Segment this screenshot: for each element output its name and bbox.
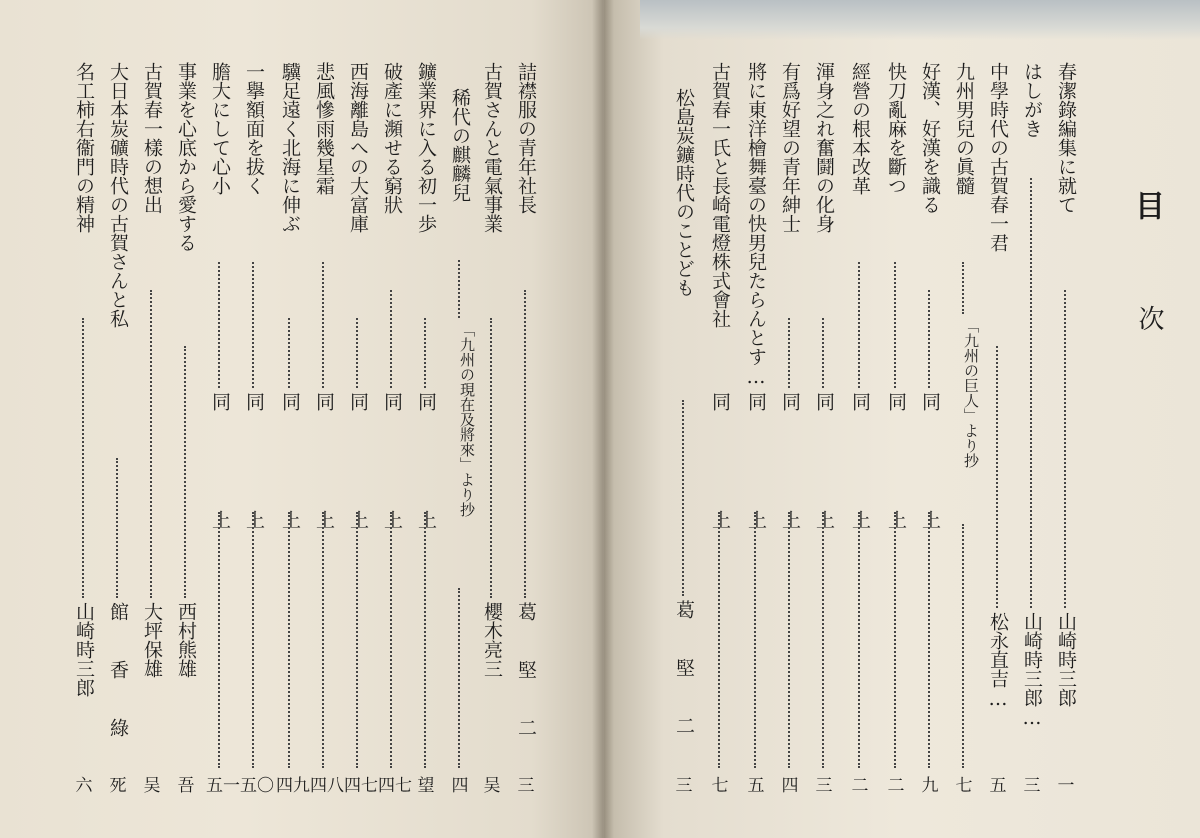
- page-number: 四七: [378, 776, 412, 796]
- entry-title: 渾身之れ奮鬪の化身: [813, 62, 835, 233]
- dot-leader: [390, 290, 392, 388]
- toc-entry: [742, 0, 770, 838]
- dot-leader: [424, 318, 426, 388]
- dot-leader: [1064, 290, 1066, 608]
- dot-leader: [150, 290, 152, 598]
- entry-title: 春潔錄編集に就て: [1055, 62, 1077, 214]
- toc-entry: [104, 0, 132, 838]
- entry-title: 稀代の麒麟兒: [449, 88, 471, 202]
- entry-author: 同 上: [415, 392, 437, 569]
- entry-author: 山崎時三郎…: [1021, 612, 1043, 729]
- entry-author: 葛 堅 二: [515, 602, 537, 747]
- entry-title: 鑛業界に入る初一歩: [415, 62, 437, 233]
- dot-leader: [894, 512, 896, 768]
- dot-leader: [288, 318, 290, 388]
- toc-entry: [172, 0, 200, 838]
- entry-author: 葛 堅 二: [673, 600, 695, 745]
- entry-title: 破產に瀕せる窮狀: [381, 62, 403, 214]
- entry-title: 好漢、好漢を識る: [919, 62, 941, 214]
- toc-entry: [706, 0, 734, 838]
- toc-entry: [984, 0, 1012, 838]
- page-number: 五: [747, 776, 765, 796]
- dot-leader: [962, 524, 964, 768]
- toc-entry: [882, 0, 910, 838]
- entry-title: 有爲好望の青年紳士: [779, 62, 801, 233]
- dot-leader: [390, 512, 392, 768]
- dot-leader: [218, 262, 220, 388]
- toc-entry: [776, 0, 804, 838]
- entry-author: 同 上: [885, 392, 907, 569]
- entry-title: 松島炭鑛時代のことども: [673, 88, 695, 297]
- dot-leader: [822, 512, 824, 768]
- dot-leader: [996, 346, 998, 608]
- toc-entry: [1052, 0, 1080, 838]
- entry-author: 同 上: [745, 392, 767, 569]
- toc-entry: [446, 0, 474, 838]
- page-number: 五: [989, 776, 1007, 796]
- entry-title: 大日本炭礦時代の古賀さんと私: [107, 62, 129, 328]
- entry-author: 山崎時三郎: [1055, 612, 1077, 707]
- dot-leader: [322, 512, 324, 768]
- toc-entry: [810, 0, 838, 838]
- entry-author: 同 上: [347, 392, 369, 569]
- toc-entry: [70, 0, 98, 838]
- dot-leader: [858, 512, 860, 768]
- toc-entry: [138, 0, 166, 838]
- dot-leader: [252, 512, 254, 768]
- entry-author: 同 上: [813, 392, 835, 569]
- entry-title: 快刀亂麻を斷つ: [885, 62, 907, 195]
- entry-author: 櫻木亮三: [481, 602, 503, 678]
- toc-heading-1: 目: [1129, 190, 1164, 220]
- toc-entry: [412, 0, 440, 838]
- toc-entry: [916, 0, 944, 838]
- dot-leader: [252, 262, 254, 388]
- dot-leader: [682, 400, 684, 596]
- entry-title: 詰襟服の青年社長: [515, 62, 537, 214]
- entry-title: 九州男兒の眞髓: [953, 62, 975, 195]
- entry-title: 事業を心底から愛する: [175, 62, 197, 252]
- page-number: 四七: [344, 776, 378, 796]
- dot-leader: [788, 318, 790, 388]
- entry-title: 中學時代の古賀春一君: [987, 62, 1009, 252]
- entry-title: 驥足遠く北海に伸ぶ: [279, 62, 301, 233]
- entry-author: 同 上: [709, 392, 731, 569]
- entry-author: 同 上: [381, 392, 403, 569]
- entry-author: 同 上: [209, 392, 231, 569]
- dot-leader: [218, 512, 220, 768]
- dot-leader: [928, 512, 930, 768]
- book-gutter: [592, 0, 614, 838]
- dot-leader: [424, 512, 426, 768]
- dot-leader: [1030, 178, 1032, 608]
- page-number: 望: [417, 776, 435, 796]
- dot-leader: [458, 588, 460, 768]
- entry-title: 西海離島への大富庫: [347, 62, 369, 233]
- toc-entry: [950, 0, 978, 838]
- toc-entry: [478, 0, 506, 838]
- dot-leader: [754, 512, 756, 768]
- dot-leader: [788, 512, 790, 768]
- dot-leader: [356, 318, 358, 388]
- entry-title: 古賀春一氏と長崎電燈株式會社: [709, 62, 731, 328]
- entry-title: 悲風慘雨幾星霜: [313, 62, 335, 195]
- dot-leader: [822, 318, 824, 388]
- entry-author: 西村熊雄: [175, 602, 197, 678]
- entry-author: 同 上: [779, 392, 801, 569]
- entry-author: 館 香 綠: [107, 602, 129, 747]
- entry-author: 同 上: [313, 392, 335, 569]
- page-number: 五〇: [240, 776, 274, 796]
- entry-author: 同 上: [243, 392, 265, 569]
- dot-leader: [928, 290, 930, 388]
- toc-entry: [1018, 0, 1046, 838]
- page-number: 五一: [206, 776, 240, 796]
- entry-author: 同 上: [849, 392, 871, 569]
- entry-author: 山崎時三郎: [73, 602, 95, 697]
- page-number: 四九: [276, 776, 310, 796]
- dot-leader: [288, 512, 290, 768]
- dot-leader: [490, 318, 492, 598]
- dot-leader: [894, 262, 896, 388]
- page-number: 死: [109, 776, 127, 796]
- entry-author: 同 上: [919, 392, 941, 569]
- page-number: 九: [921, 776, 939, 796]
- dot-leader: [524, 290, 526, 598]
- page-number: 吾: [177, 776, 195, 796]
- page-number: 二: [887, 776, 905, 796]
- toc-entry: [240, 0, 274, 838]
- page-number: 吴: [143, 776, 161, 796]
- page-number: 三: [1023, 776, 1041, 796]
- entry-title: 膽大にして心小: [209, 62, 231, 195]
- entry-title: はしがき: [1021, 62, 1043, 138]
- entry-source: 「九州の現在及將來」より抄: [458, 322, 476, 517]
- page-number: 七: [711, 776, 729, 796]
- entry-author: 松永直吉…: [987, 612, 1009, 710]
- entry-title: 名工柿右衞門の精神: [73, 62, 95, 233]
- page-number: 四: [451, 776, 469, 796]
- entry-title: 古賀春一樣の想出: [141, 62, 163, 214]
- dot-leader: [184, 346, 186, 598]
- entry-title: 將に東洋檜舞臺の快男兒たらんとす…: [745, 62, 767, 388]
- dot-leader: [82, 318, 84, 598]
- page-number: 四八: [310, 776, 344, 796]
- entry-author: 同 上: [279, 392, 301, 569]
- page-number: 三: [815, 776, 833, 796]
- toc-entry: [846, 0, 874, 838]
- dot-leader: [858, 262, 860, 388]
- entry-title: 古賀さんと電氣事業: [481, 62, 503, 233]
- entry-source: 「九州の巨人」より抄: [962, 318, 980, 468]
- page-number: 二: [851, 776, 869, 796]
- toc-entry: [206, 0, 240, 838]
- toc-entry: [310, 0, 344, 838]
- page-number: 三: [517, 776, 535, 796]
- dot-leader: [116, 458, 118, 598]
- toc-entry: [378, 0, 412, 838]
- toc-entry: [276, 0, 310, 838]
- entry-title: 一擧額面を拔く: [243, 62, 265, 195]
- page-number: 三: [675, 776, 693, 796]
- page-number: 六: [75, 776, 93, 796]
- dot-leader: [962, 262, 964, 314]
- dot-leader: [458, 260, 460, 318]
- page-number: 一: [1057, 776, 1075, 796]
- page-number: 四: [781, 776, 799, 796]
- toc-entry: [344, 0, 378, 838]
- toc-entry: [670, 0, 698, 838]
- toc-heading-2: 次: [1134, 305, 1164, 331]
- dot-leader: [718, 512, 720, 768]
- entry-title: 經營の根本改革: [849, 62, 871, 195]
- toc-entry: [512, 0, 540, 838]
- entry-author: 大坪保雄: [141, 602, 163, 678]
- page-number: 吴: [483, 776, 501, 796]
- dot-leader: [356, 512, 358, 768]
- page-number: 七: [955, 776, 973, 796]
- dot-leader: [322, 262, 324, 388]
